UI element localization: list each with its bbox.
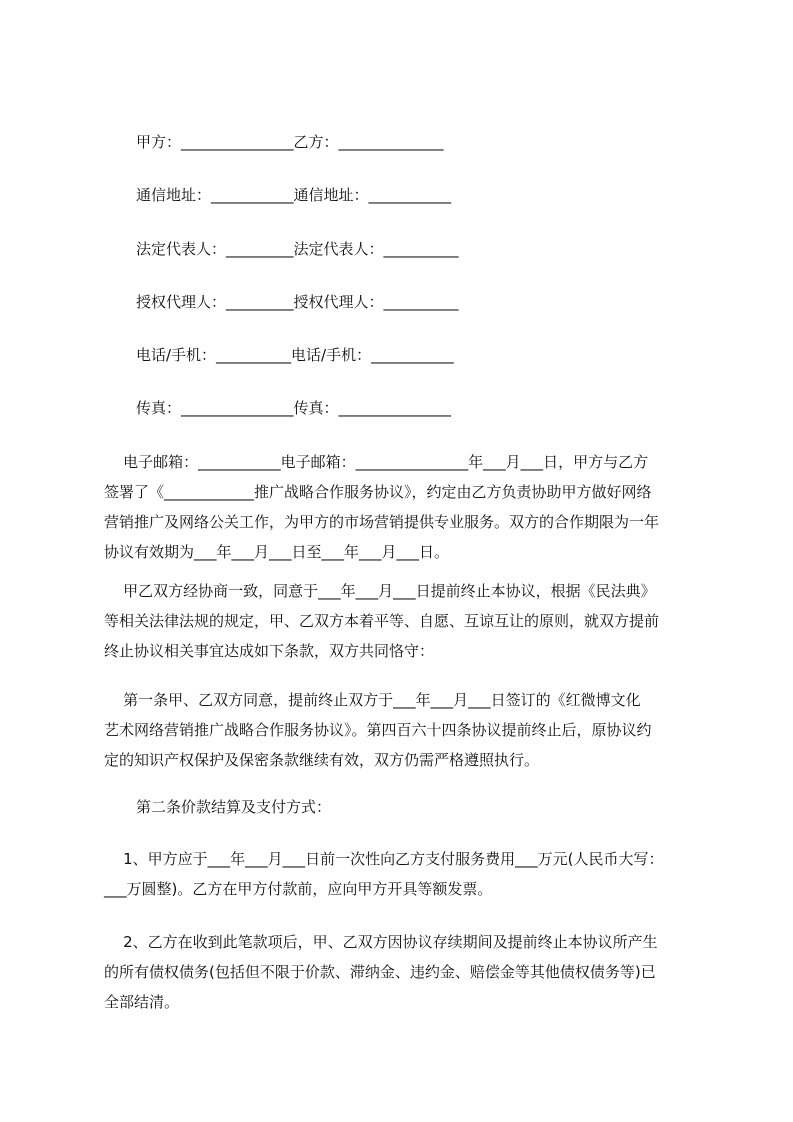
paragraph-line: 电子邮箱：___________电子邮箱：_______________年___月___日，甲方与乙方 xyxy=(104,453,649,471)
paragraph-line: 的所有债权债务(包括但不限于价款、滞纳金、违约金、赔偿金等其他债权债务等)已 xyxy=(104,963,656,981)
paragraph-line: 2、乙方在收到此笔款项后，甲、乙双方因协议存续期间及提前终止本协议所产生 xyxy=(104,933,658,951)
legal-representative-line: 法定代表人：_________法定代表人：__________ xyxy=(136,240,459,258)
authorized-agent-line: 授权代理人：_________授权代理人：__________ xyxy=(136,293,459,311)
article-one-paragraph xyxy=(104,685,704,775)
party-names-line: 甲方：_______________乙方：______________ xyxy=(136,133,444,151)
paragraph-line: 甲乙双方经协商一致，同意于___年___月___日提前终止本协议，根据《民法典》 xyxy=(104,582,656,600)
paragraph-line: 第一条甲、乙双方同意，提前终止双方于___年___月___日签订的《红微博文化 xyxy=(104,691,641,709)
termination-agreement-paragraph xyxy=(104,576,704,666)
paragraph-line: 协议有效期为___年___月___日至___年___月___日。 xyxy=(104,543,450,561)
fax-line: 传真：_______________传真：_______________ xyxy=(136,399,452,417)
paragraph-line: 营销推广及网络公关工作，为甲方的市场营销提供专业服务。双方的合作期限为一年 xyxy=(104,513,660,531)
paragraph-line: 签署了《____________推广战略合作服务协议》，约定由乙方负责协助甲方做好网络 xyxy=(104,483,652,501)
paragraph-line: 定的知识产权保护及保密条款继续有效，双方仍需严格遵照执行。 xyxy=(104,751,540,769)
agreement-intro-paragraph xyxy=(104,447,704,567)
settlement-clause-paragraph xyxy=(104,927,704,1017)
paragraph-line: ___万圆整)。乙方在甲方付款前，应向甲方开具等额发票。 xyxy=(104,880,493,898)
paragraph-line: 1、甲方应于___年___月___日前一次性向乙方支付服务费用___万元(人民币大写： xyxy=(104,850,664,868)
phone-line: 电话/手机：__________电话/手机：___________ xyxy=(136,346,454,364)
paragraph-line: 艺术网络营销推广战略合作服务协议》。第四百六十四条协议提前终止后，原协议约 xyxy=(104,721,652,739)
payment-clause-paragraph xyxy=(104,844,704,904)
address-line: 通信地址：___________通信地址：___________ xyxy=(136,186,452,204)
article-two-title: 第二条价款结算及支付方式： xyxy=(136,798,332,816)
paragraph-line: 终止协议相关事宜达成如下条款，双方共同恪守： xyxy=(104,642,435,660)
paragraph-line: 全部结清。 xyxy=(104,993,180,1011)
paragraph-line: 等相关法律法规的规定，甲、乙双方本着平等、自愿、互谅互让的原则，就双方提前 xyxy=(104,612,660,630)
